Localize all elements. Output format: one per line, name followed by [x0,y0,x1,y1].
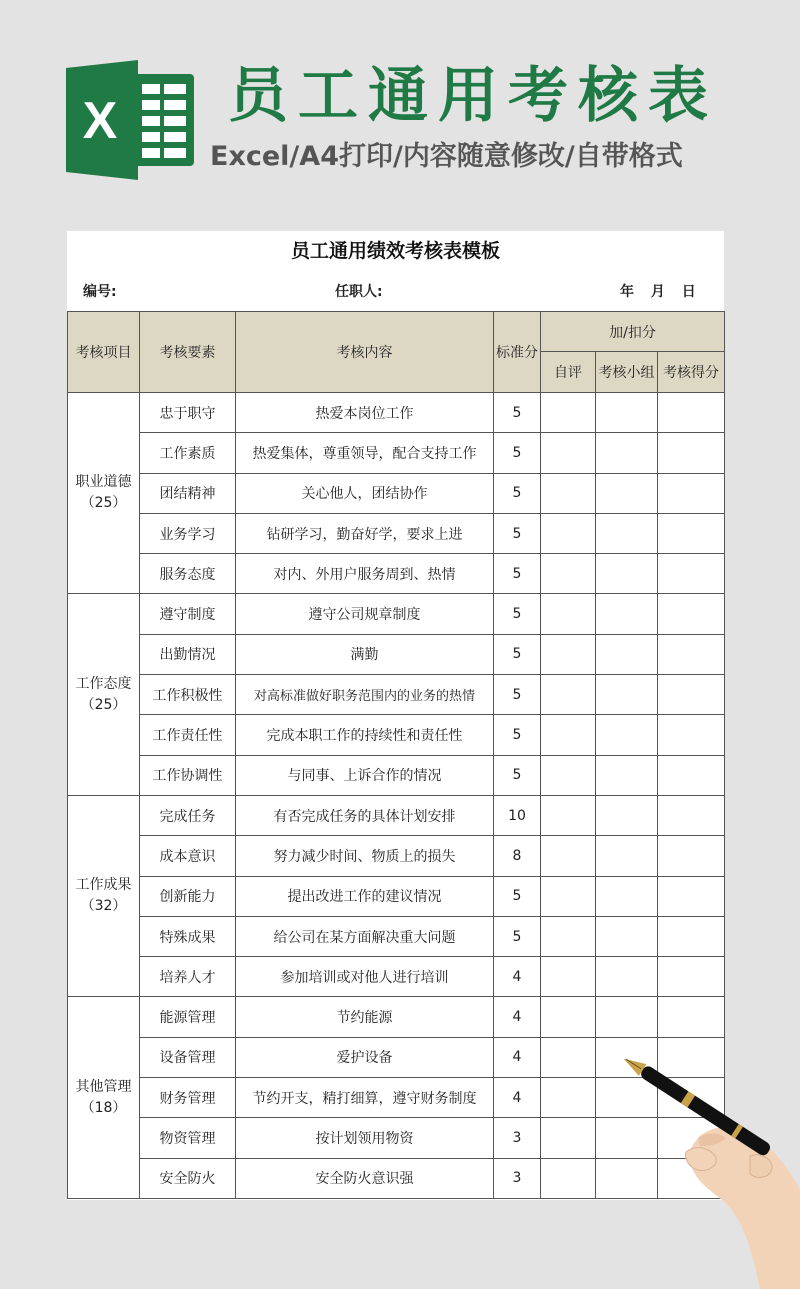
group-score-cell[interactable] [596,675,658,715]
content-cell: 完成本职工作的持续性和责任性 [236,715,494,755]
table-row [68,715,725,755]
number-label: 编号: [83,284,117,300]
content-cell: 与同事、上诉合作的情况 [236,755,494,795]
standard-cell: 5 [494,755,541,795]
group-score-cell[interactable] [596,513,658,553]
element-cell: 安全防火 [140,1158,236,1198]
date-label: 年 月 日 [620,284,696,300]
standard-cell: 5 [494,473,541,513]
element-cell: 财务管理 [140,1078,236,1118]
content-cell: 节约开支，精打细算，遵守财务制度 [236,1078,494,1118]
table-row [68,594,725,634]
group-score-cell[interactable] [596,755,658,795]
content-cell: 钻研学习，勤奋好学，要求上进 [236,513,494,553]
self-score-cell[interactable] [541,1158,596,1198]
element-cell: 忠于职守 [140,393,236,433]
standard-cell: 5 [494,715,541,755]
self-score-cell[interactable] [541,433,596,473]
final-score-cell[interactable] [658,795,725,835]
self-score-cell[interactable] [541,1078,596,1118]
content-cell: 给公司在某方面解决重大问题 [236,916,494,956]
table-row [68,795,725,835]
final-score-cell[interactable] [658,997,725,1037]
element-cell: 能源管理 [140,997,236,1037]
self-score-cell[interactable] [541,755,596,795]
group-score-cell[interactable] [596,876,658,916]
header-standard: 标准分 [494,312,541,393]
self-score-cell[interactable] [541,554,596,594]
group-score-cell[interactable] [596,393,658,433]
group-score-cell[interactable] [596,957,658,997]
header-score: 考核得分 [658,352,725,393]
standard-cell: 3 [494,1118,541,1158]
self-score-cell[interactable] [541,715,596,755]
element-cell: 物资管理 [140,1118,236,1158]
group-score-cell[interactable] [596,997,658,1037]
header-element: 考核要素 [140,312,236,393]
group-score-cell[interactable] [596,433,658,473]
element-cell: 团结精神 [140,473,236,513]
group-score-cell[interactable] [596,473,658,513]
standard-cell: 5 [494,433,541,473]
self-score-cell[interactable] [541,594,596,634]
fountain-pen-in-hand-icon [600,1040,800,1289]
standard-cell: 10 [494,795,541,835]
element-cell: 工作积极性 [140,675,236,715]
element-cell: 业务学习 [140,513,236,553]
standard-cell: 4 [494,1037,541,1077]
sheet-title: 员工通用绩效考核表模板 [290,240,500,262]
header-group: 考核小组 [596,352,658,393]
self-score-cell[interactable] [541,916,596,956]
category-points: （18） [80,1099,127,1116]
self-score-cell[interactable] [541,675,596,715]
self-score-cell[interactable] [541,836,596,876]
standard-cell: 4 [494,1078,541,1118]
content-cell: 关心他人，团结协作 [236,473,494,513]
table-row [68,513,725,553]
content-cell: 节约能源 [236,997,494,1037]
self-score-cell[interactable] [541,1118,596,1158]
final-score-cell[interactable] [658,836,725,876]
final-score-cell[interactable] [658,594,725,634]
element-cell: 工作责任性 [140,715,236,755]
excel-logo-icon [66,60,194,180]
standard-cell: 5 [494,634,541,674]
final-score-cell[interactable] [658,634,725,674]
final-score-cell[interactable] [658,473,725,513]
final-score-cell[interactable] [658,957,725,997]
final-score-cell[interactable] [658,433,725,473]
content-cell: 提出改进工作的建议情况 [236,876,494,916]
element-cell: 培养人才 [140,957,236,997]
table-row [68,997,725,1037]
self-score-cell[interactable] [541,634,596,674]
category-cell [68,393,140,594]
self-score-cell[interactable] [541,795,596,835]
self-score-cell[interactable] [541,1037,596,1077]
standard-cell: 5 [494,876,541,916]
table-row [68,876,725,916]
standard-cell: 5 [494,675,541,715]
table-row [68,957,725,997]
table-row [68,755,725,795]
category-points: （25） [80,495,127,512]
standard-cell: 5 [494,513,541,553]
header-self: 自评 [541,352,596,393]
category-name: 其他管理 [75,1078,132,1095]
standard-cell: 5 [494,554,541,594]
content-cell: 参加培训或对他人进行培训 [236,957,494,997]
content-cell: 满勤 [236,634,494,674]
content-cell: 努力减少时间、物质上的损失 [236,836,494,876]
final-score-cell[interactable] [658,916,725,956]
self-score-cell[interactable] [541,513,596,553]
group-score-cell[interactable] [596,594,658,634]
category-cell [68,594,140,795]
excel-logo-letter: X [82,92,118,150]
standard-cell: 5 [494,393,541,433]
promo-banner [0,0,800,200]
group-score-cell[interactable] [596,795,658,835]
self-score-cell[interactable] [541,473,596,513]
element-cell: 完成任务 [140,795,236,835]
table-row [68,836,725,876]
standard-cell: 5 [494,594,541,634]
content-cell: 热爱本岗位工作 [236,393,494,433]
element-cell: 工作素质 [140,433,236,473]
group-score-cell[interactable] [596,916,658,956]
group-score-cell[interactable] [596,715,658,755]
header-adjust: 加/扣分 [541,312,725,352]
table-row [68,433,725,473]
header-content: 考核内容 [236,312,494,393]
standard-cell: 3 [494,1158,541,1198]
person-label: 任职人: [335,284,383,300]
content-cell: 按计划领用物资 [236,1118,494,1158]
standard-cell: 4 [494,997,541,1037]
content-cell: 对高标准做好职务范围内的业务的热情 [236,675,494,715]
banner-subtitle: Excel/A4打印/内容随意修改/自带格式 [210,141,683,172]
category-cell [68,795,140,996]
element-cell: 设备管理 [140,1037,236,1077]
table-row [68,554,725,594]
standard-cell: 5 [494,916,541,956]
self-score-cell[interactable] [541,393,596,433]
category-name: 工作态度 [75,675,132,692]
content-cell: 对内、外用户服务周到、热情 [236,554,494,594]
final-score-cell[interactable] [658,675,725,715]
content-cell: 有否完成任务的具体计划安排 [236,795,494,835]
category-name: 工作成果 [75,877,132,894]
content-cell: 爱护设备 [236,1037,494,1077]
final-score-cell[interactable] [658,393,725,433]
final-score-cell[interactable] [658,554,725,594]
element-cell: 服务态度 [140,554,236,594]
final-score-cell[interactable] [658,755,725,795]
element-cell: 遵守制度 [140,594,236,634]
header-item: 考核项目 [68,312,140,393]
table-row [68,393,725,433]
content-cell: 遵守公司规章制度 [236,594,494,634]
category-name: 职业道德 [75,474,132,491]
table-row [68,675,725,715]
banner-title: 员工通用考核表 [228,61,718,131]
element-cell: 特殊成果 [140,916,236,956]
category-points: （25） [80,696,127,713]
table-row [68,916,725,956]
self-score-cell[interactable] [541,957,596,997]
category-cell [68,997,140,1198]
self-score-cell[interactable] [541,997,596,1037]
group-score-cell[interactable] [596,554,658,594]
element-cell: 创新能力 [140,876,236,916]
content-cell: 热爱集体，尊重领导，配合支持工作 [236,433,494,473]
table-row [68,634,725,674]
final-score-cell[interactable] [658,513,725,553]
table-row [68,473,725,513]
element-cell: 出勤情况 [140,634,236,674]
final-score-cell[interactable] [658,876,725,916]
group-score-cell[interactable] [596,634,658,674]
content-cell: 安全防火意识强 [236,1158,494,1198]
element-cell: 工作协调性 [140,755,236,795]
category-points: （32） [80,898,127,915]
standard-cell: 4 [494,957,541,997]
group-score-cell[interactable] [596,836,658,876]
self-score-cell[interactable] [541,876,596,916]
element-cell: 成本意识 [140,836,236,876]
final-score-cell[interactable] [658,715,725,755]
standard-cell: 8 [494,836,541,876]
